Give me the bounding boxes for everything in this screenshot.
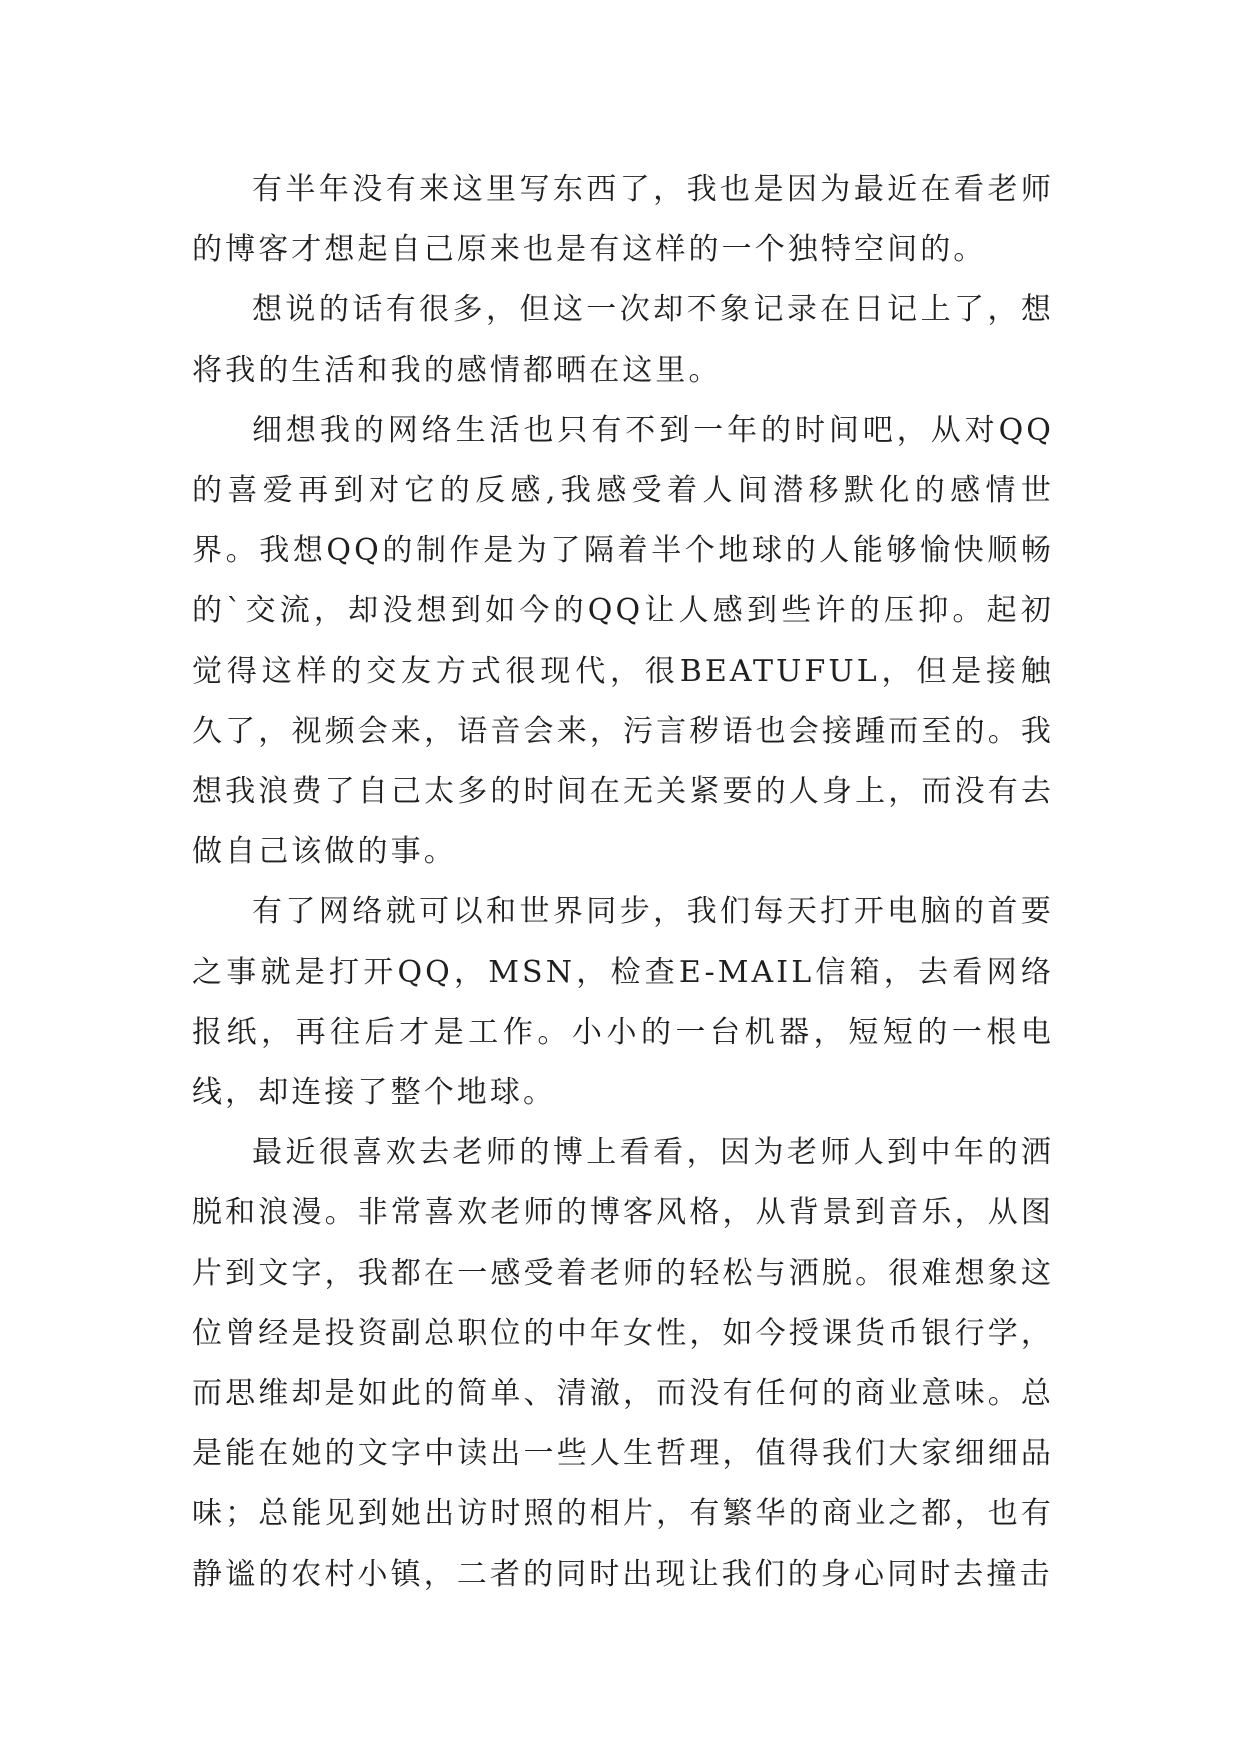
paragraph-3: 细想我的网络生活也只有不到一年的时间吧，从对QQ的喜爱再到对它的反感,我感受着人间潜移默化的感情世界。我想QQ的制作是为了隔着半个地球的人能够愉快顺畅的`交流，却没想到如今的QQ让人感到些许的压抑。起初觉得这样的交友方式很现代，很BEATUFUL，但是接触久了，视频会来，语音会来，污言秽语也会接踵而至的。我想我浪费了自己太多的时间在无关紧要的人身上，而没有去做自己该做的事。	[192, 412, 1054, 870]
paragraph-4: 有了网络就可以和世界同步，我们每天打开电脑的首要之事就是打开QQ，MSN，检查E-MAIL信箱，去看网络报纸，再往后才是工作。小小的一台机器，短短的一根电线，却连接了整个地球。	[192, 894, 1054, 1111]
paragraph-5: 最近很喜欢去老师的博上看看，因为老师人到中年的洒脱和浪漫。非常喜欢老师的博客风格，从背景到音乐，从图片到文字，我都在一感受着老师的轻松与洒脱。很难想象这位曾经是投资副总职位的中年女性，如今授课货币银行学，而思维却是如此的简单、清澈，而没有任何的商业意味。总是能在她的文字中读出一些人生哲理，值得我们大家细细品味；总能见到她出访时照的相片，有繁华的商业之都，也有静谧的农村小镇，二者的同时出现让我们的身心同时去撞击	[192, 1135, 1054, 1592]
paragraph-1: 有半年没有来这里写东西了，我也是因为最近在看老师的博客才想起自己原来也是有这样的一个独特空间的。	[192, 172, 1054, 268]
paragraph-2: 想说的话有很多，但这一次却不象记录在日记上了，想将我的生活和我的感情都晒在这里。	[192, 292, 1054, 388]
document-body	[192, 160, 1054, 1605]
